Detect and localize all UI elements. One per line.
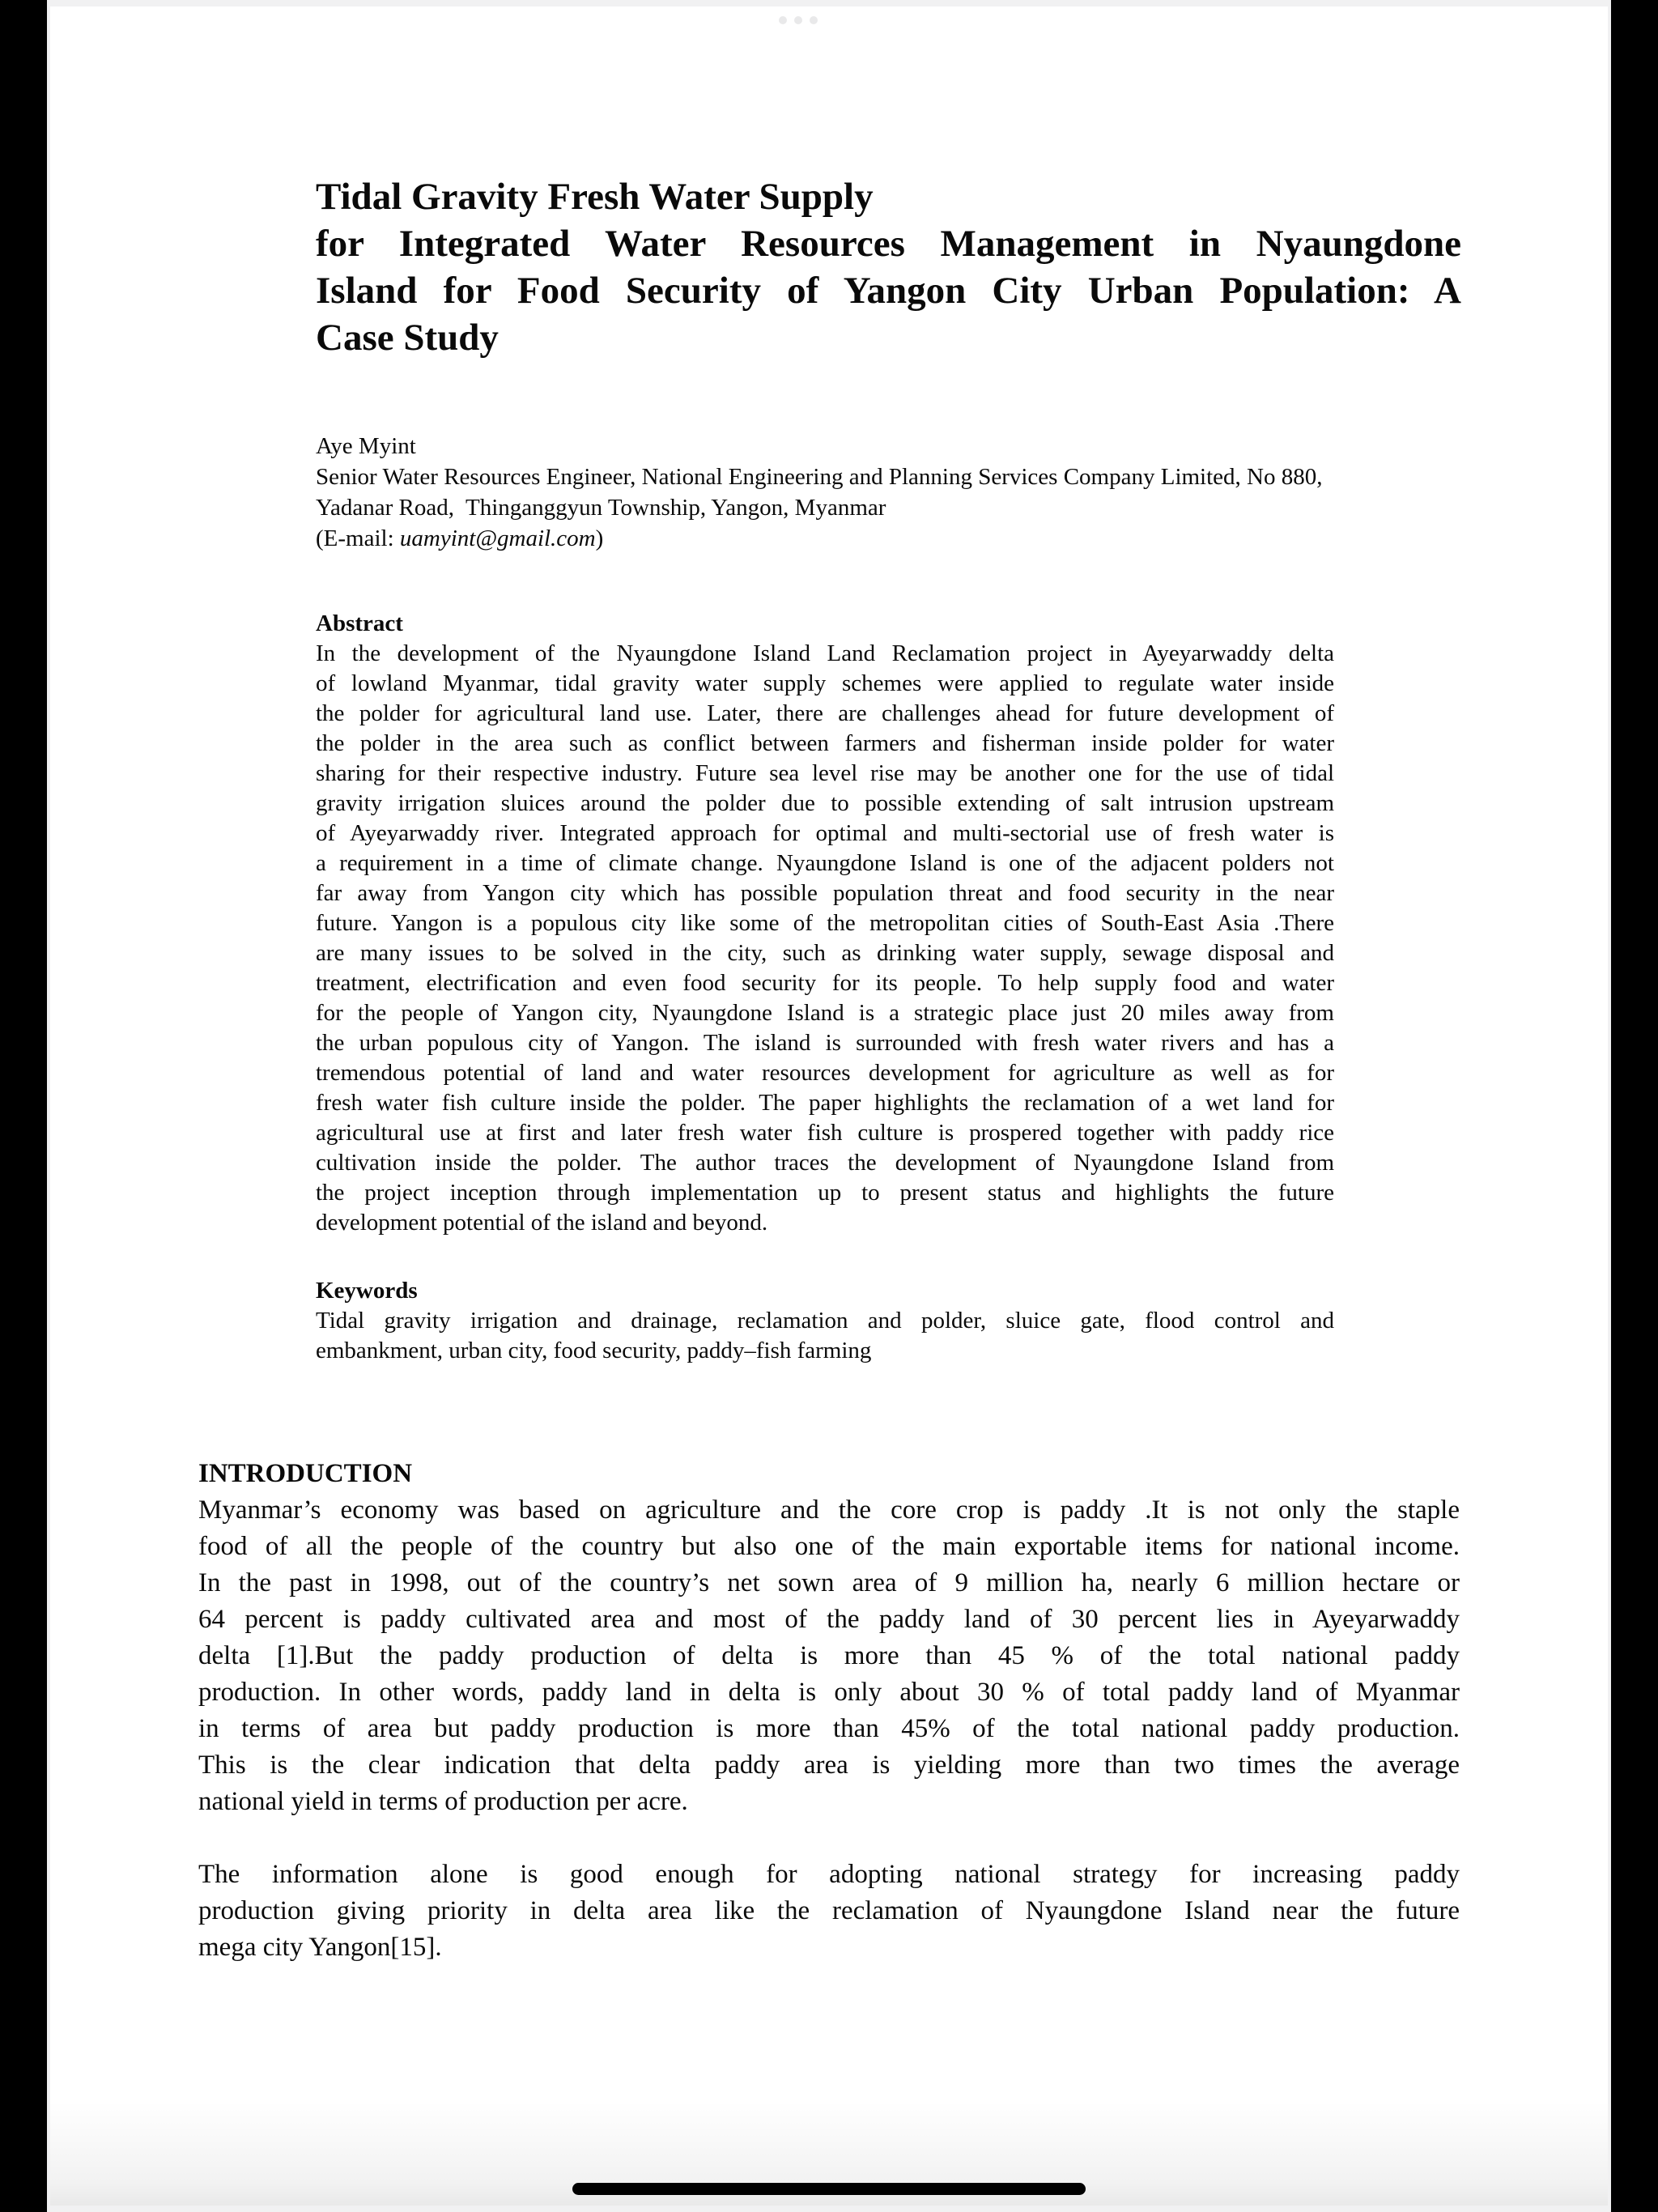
introduction-line: production. In other words, paddy land in delta is only about 30 % of total paddy land of Myanmar xyxy=(198,1678,1460,1707)
document-viewer-canvas xyxy=(47,0,1611,2212)
abstract-line: sharing for their respective industry. Future sea level rise may be another one for the use of tidal xyxy=(316,760,1334,786)
author-affiliation: Yadanar Road, Thinganggyun Township, Yangon, Myanmar xyxy=(316,495,886,521)
keywords-heading: Keywords xyxy=(316,1278,418,1304)
email-label-close: ) xyxy=(595,525,604,551)
abstract-text xyxy=(316,639,1334,1238)
introduction-paragraph-2 xyxy=(198,1857,1460,1966)
keywords-line: Tidal gravity irrigation and drainage, reclamation and polder, sluice gate, flood control and xyxy=(316,1308,1334,1334)
introduction-heading: INTRODUCTION xyxy=(198,1459,413,1488)
abstract-line: of Ayeyarwaddy river. Integrated approach for optimal and multi-sectorial use of fresh water is xyxy=(316,820,1334,846)
abstract-line: of lowland Myanmar, tidal gravity water supply schemes were applied to regulate water inside xyxy=(316,670,1334,696)
drag-dot xyxy=(779,16,787,24)
abstract-line: treatment, electrification and even food security for its people. To help supply food and water xyxy=(316,970,1334,996)
author-affiliation: Senior Water Resources Engineer, National Engineering and Planning Services Company Limited, No 880, xyxy=(316,464,1323,490)
pdf-page[interactable] xyxy=(50,6,1608,2206)
introduction-line: national yield in terms of production per acre. xyxy=(198,1787,688,1816)
introduction-line: In the past in 1998, out of the country’s net sown area of 9 million ha, nearly 6 million hectare or xyxy=(198,1568,1460,1597)
window-drag-handle-icon[interactable] xyxy=(779,15,818,25)
abstract-line: In the development of the Nyaungdone Island Land Reclamation project in Ayeyarwaddy delta xyxy=(316,640,1334,666)
abstract-line: a requirement in a time of climate change. Nyaungdone Island is one of the adjacent polders not xyxy=(316,850,1334,876)
abstract-line: are many issues to be solved in the city, such as drinking water supply, sewage disposal and xyxy=(316,940,1334,966)
author-email-line xyxy=(316,523,1579,554)
author-name: Aye Myint xyxy=(316,433,416,459)
paper-title-line: Case Study xyxy=(316,317,499,359)
abstract-line: development potential of the island and beyond. xyxy=(316,1210,768,1236)
introduction-line: mega city Yangon[15]. xyxy=(198,1933,442,1962)
keywords-text xyxy=(316,1306,1334,1366)
introduction-line: The information alone is good enough for adopting national strategy for increasing paddy xyxy=(198,1860,1460,1889)
abstract-line: for the people of Yangon city, Nyaungdone Island is a strategic place just 20 miles away from xyxy=(316,1000,1334,1026)
introduction-line: This is the clear indication that delta paddy area is yielding more than two times the average xyxy=(198,1750,1460,1780)
abstract-line: tremendous potential of land and water resources development for agriculture as well as for xyxy=(316,1060,1334,1086)
paper-title-line: Tidal Gravity Fresh Water Supply xyxy=(316,176,874,218)
abstract-line: gravity irrigation sluices around the polder due to possible extending of salt intrusion upstream xyxy=(316,790,1334,816)
email-label: (E-mail: xyxy=(316,525,400,551)
paper-title-line: Island for Food Security of Yangon City Urban Population: A xyxy=(316,270,1461,312)
abstract-line: the polder in the area such as conflict between farmers and fisherman inside polder for water xyxy=(316,730,1334,756)
paper-title-line: for Integrated Water Resources Management in Nyaungdone xyxy=(316,223,1461,265)
abstract-heading: Abstract xyxy=(316,610,403,636)
introduction-line: delta [1].But the paddy production of delta is more than 45 % of the total national paddy xyxy=(198,1641,1460,1670)
abstract-section xyxy=(316,609,1334,1238)
introduction-line: Myanmar’s economy was based on agriculture and the core crop is paddy .It is not only the staple xyxy=(198,1495,1460,1525)
introduction-line: in terms of area but paddy production is more than 45% of the total national paddy production. xyxy=(198,1714,1460,1743)
introduction-line: food of all the people of the country but also one of the main exportable items for national income. xyxy=(198,1532,1460,1561)
drag-dot xyxy=(794,16,802,24)
abstract-line: future. Yangon is a populous city like some of the metropolitan cities of South-East Asia .There xyxy=(316,910,1334,936)
home-indicator[interactable] xyxy=(572,2183,1086,2195)
abstract-line: the polder for agricultural land use. Later, there are challenges ahead for future development of xyxy=(316,700,1334,726)
author-block xyxy=(316,431,1579,554)
abstract-line: the urban populous city of Yangon. The island is surrounded with fresh water rivers and has a xyxy=(316,1030,1334,1056)
paragraph-gap xyxy=(198,1820,1460,1857)
drag-dot xyxy=(810,16,818,24)
abstract-line: the project inception through implementation up to present status and highlights the future xyxy=(316,1180,1334,1206)
author-email: uamyint@gmail.com xyxy=(399,525,596,551)
paper-title xyxy=(316,173,1461,361)
abstract-line: far away from Yangon city which has possible population threat and food security in the near xyxy=(316,880,1334,906)
abstract-line: fresh water fish culture inside the polder. The paper highlights the reclamation of a wet land for xyxy=(316,1090,1334,1116)
abstract-line: agricultural use at first and later fresh water fish culture is prospered together with paddy rice xyxy=(316,1120,1334,1146)
keywords-line: embankment, urban city, food security, paddy–fish farming xyxy=(316,1338,872,1363)
introduction-section xyxy=(198,1456,1460,1966)
introduction-line: 64 percent is paddy cultivated area and most of the paddy land of 30 percent lies in Ayeyarwaddy xyxy=(198,1605,1460,1634)
keywords-section xyxy=(316,1276,1334,1366)
introduction-line: production giving priority in delta area like the reclamation of Nyaungdone Island near the future xyxy=(198,1896,1460,1925)
abstract-line: cultivation inside the polder. The author traces the development of Nyaungdone Island from xyxy=(316,1150,1334,1176)
introduction-paragraph-1 xyxy=(198,1492,1460,1820)
